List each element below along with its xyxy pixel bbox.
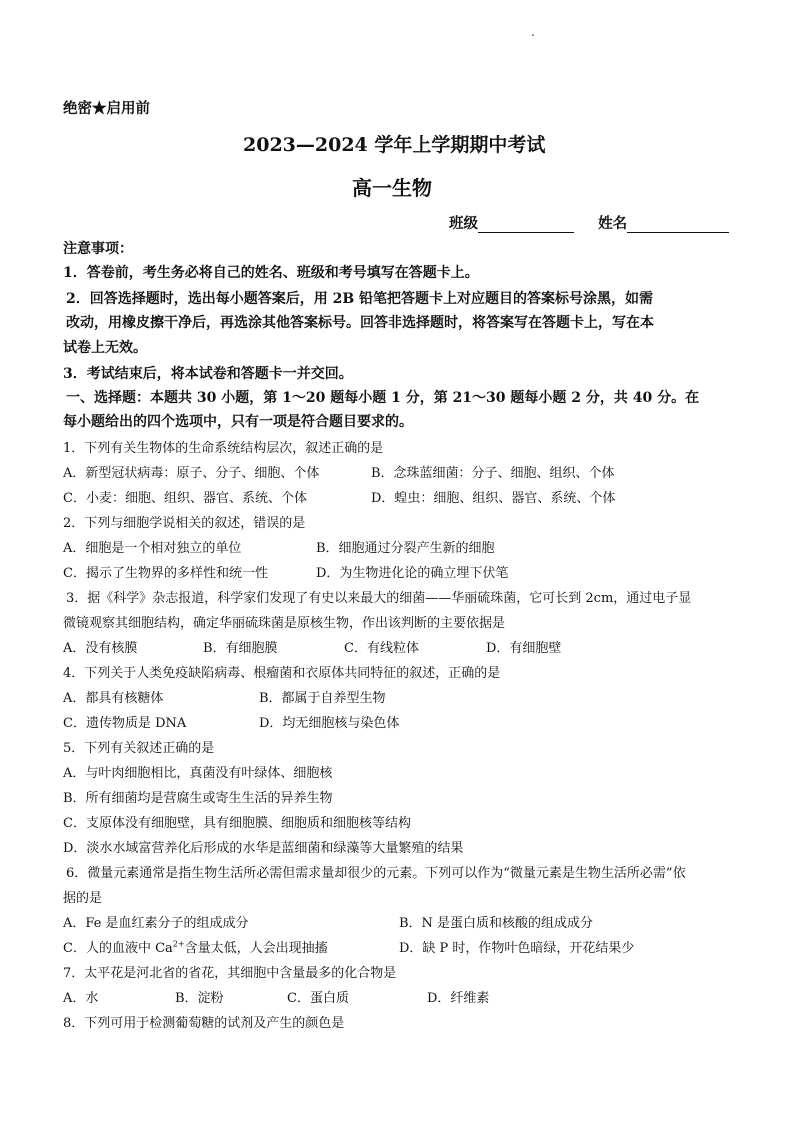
scan-dot <box>532 34 534 36</box>
q7-option-b: B．淀粉 <box>175 991 224 1006</box>
q6-option-b: B．N 是蛋白质和核酸的组成成分 <box>399 916 594 931</box>
exam-title: 2023—2024 学年上学期期中考试 <box>243 134 546 156</box>
q2-stem: 2．下列与细胞学说相关的叙述，错误的是 <box>63 516 306 531</box>
section-1-line-2: 每小题给出的四个选项中，只有一项是符合题目要求的。 <box>63 414 413 430</box>
student-info <box>449 214 729 233</box>
q7-option-d: D．纤维素 <box>427 991 490 1006</box>
q5-option-a: A．与叶肉细胞相比，真菌没有叶绿体、细胞核 <box>63 766 333 781</box>
q3-option-b: B．有细胞膜 <box>203 641 278 656</box>
notes-item-3: 3．考试结束后，将本试卷和答题卡一并交回。 <box>63 366 353 382</box>
q6-option-c-pre: C．人的血液中 Ca <box>63 941 173 956</box>
q6-option-c-superscript: 2+ <box>172 939 185 949</box>
name-label: 姓名 <box>598 215 628 232</box>
q6-option-a: A．Fe 是血红素分子的组成成分 <box>63 916 249 931</box>
q1-option-b: B．念珠蓝细菌：分子、细胞、组织、个体 <box>371 466 615 481</box>
q3-option-a: A．没有核膜 <box>63 641 138 656</box>
q3-stem-line-1: 3．据《科学》杂志报道，科学家们发现了有史以来最大的细菌——华丽硫珠菌，它可长到 2cm，通过电子显 <box>66 591 692 606</box>
q6-option-d: D．缺 P 时，作物叶色暗绿，开花结果少 <box>399 941 635 956</box>
q5-option-b: B．所有细菌均是营腐生或寄生生活的异养生物 <box>63 791 333 806</box>
q6-stem-line-2: 据的是 <box>63 891 103 906</box>
class-label: 班级 <box>449 215 478 232</box>
q4-option-b: B．都属于自养型生物 <box>259 691 386 706</box>
q2-option-a: A．细胞是一个相对独立的单位 <box>63 541 242 556</box>
notes-item-2-line-1: 2．回答选择题时，选出每小题答案后，用 2B 铅笔把答题卡上对应题目的答案标号涂黑，如需 <box>66 291 654 307</box>
notes-heading: 注意事项： <box>63 241 133 257</box>
section-1-line-1: 一、选择题：本题共 30 小题，第 1～20 题每小题 1 分，第 21～30 题每小题 2 分，共 40 分。在 <box>66 390 700 406</box>
q6-option-c <box>63 940 328 957</box>
q3-option-c: C．有线粒体 <box>344 641 419 656</box>
q4-option-a: A．都具有核糖体 <box>63 691 164 706</box>
notes-item-2-line-2: 改动，用橡皮擦干净后，再选涂其他答案标号。回答非选择题时，将答案写在答题卡上，写在本 <box>66 315 654 331</box>
q4-stem: 4．下列关于人类免疫缺陷病毒、根瘤菌和衣原体共同特征的叙述，正确的是 <box>63 666 501 681</box>
name-blank[interactable] <box>627 217 729 233</box>
secret-label: 绝密★启用前 <box>63 100 150 117</box>
exam-subject: 高一生物 <box>352 176 432 200</box>
q3-option-d: D．有细胞壁 <box>486 641 562 656</box>
q4-option-d: D．均无细胞核与染色体 <box>259 716 400 731</box>
q7-option-c: C．蛋白质 <box>287 991 349 1006</box>
q7-stem: 7．太平花是河北省的省花，其细胞中含量最多的化合物是 <box>63 966 397 981</box>
q1-option-d: D．蝗虫：细胞、组织、器官、系统、个体 <box>371 491 616 506</box>
q1-stem: 1．下列有关生物体的生命系统结构层次，叙述正确的是 <box>63 441 384 456</box>
q8-stem: 8．下列可用于检测葡萄糖的试剂及产生的颜色是 <box>63 1016 345 1031</box>
q5-option-c: C．支原体没有细胞壁，具有细胞膜、细胞质和细胞核等结构 <box>63 816 411 831</box>
q6-option-c-post: 含量太低，人会出现抽搐 <box>184 941 328 956</box>
q1-option-c: C．小麦：细胞、组织、器官、系统、个体 <box>63 491 307 506</box>
q5-stem: 5．下列有关叙述正确的是 <box>63 741 215 756</box>
q2-option-d: D．为生物进化论的确立埋下伏笔 <box>316 566 509 581</box>
q5-option-d: D．淡水水域富营养化后形成的水华是蓝细菌和绿藻等大量繁殖的结果 <box>63 841 464 856</box>
q7-option-a: A．水 <box>63 991 99 1006</box>
q2-option-b: B．细胞通过分裂产生新的细胞 <box>316 541 495 556</box>
q3-stem-line-2: 微镜观察其细胞结构，确定华丽硫珠菌是原核生物，作出该判断的主要依据是 <box>63 616 506 631</box>
q6-stem-line-1: 6．微量元素通常是指生物生活所必需但需求量却很少的元素。下列可以作为“微量元素是生物生活所必需”依 <box>66 866 686 881</box>
notes-item-2-line-3: 试卷上无效。 <box>63 340 147 356</box>
q1-option-a: A．新型冠状病毒：原子、分子、细胞、个体 <box>63 466 320 481</box>
class-blank[interactable] <box>478 217 574 233</box>
q4-option-c: C．遗传物质是 DNA <box>63 716 187 731</box>
notes-item-1: 1．答卷前，考生务必将自己的姓名、班级和考号填写在答题卡上。 <box>63 265 479 281</box>
q2-option-c: C．揭示了生物界的多样性和统一性 <box>63 566 268 581</box>
